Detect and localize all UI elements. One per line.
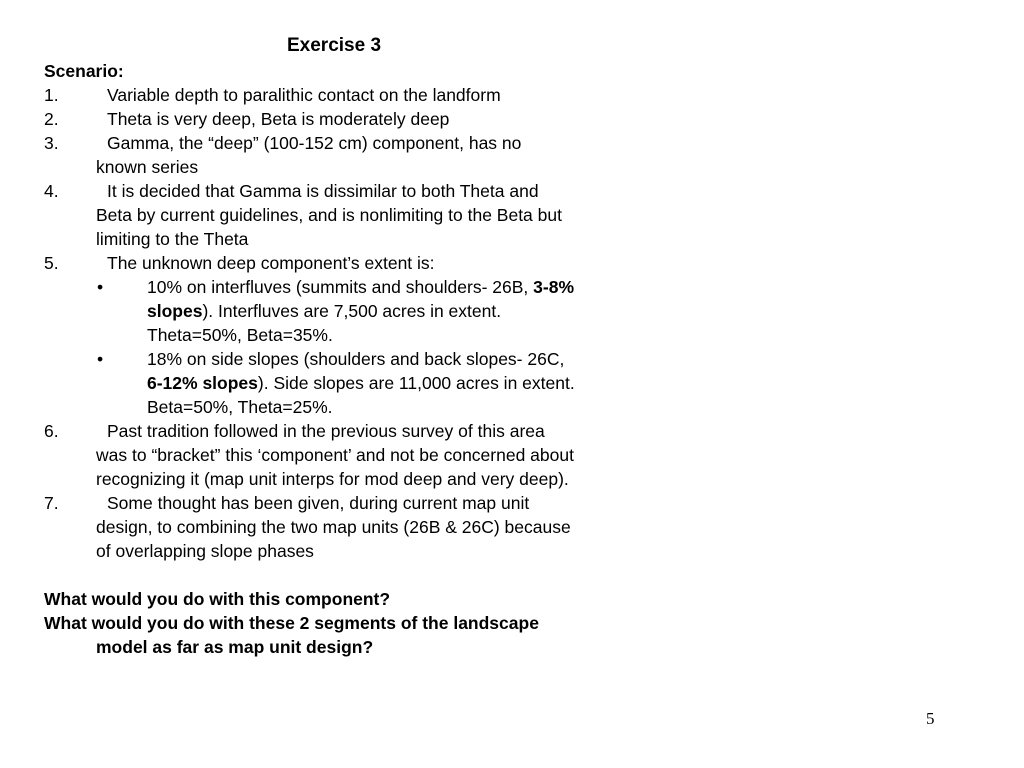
- item-text: limiting to the Theta: [96, 229, 249, 249]
- bullet-text: Beta=50%, Theta=25%.: [147, 397, 333, 417]
- item-text: known series: [96, 157, 199, 177]
- item-text: Gamma, the “deep” (100-152 cm) component, has no: [107, 133, 522, 153]
- item-text: It is decided that Gamma is dissimilar to both Theta and: [107, 181, 539, 201]
- bullet-symbol: •: [97, 277, 104, 297]
- item-text: Some thought has been given, during current map unit: [107, 493, 530, 513]
- item-number: 5.: [44, 253, 59, 273]
- bullet-symbol: •: [97, 349, 104, 369]
- item-text: was to “bracket” this ‘component’ and not be concerned about: [96, 445, 574, 465]
- item-text: Theta is very deep, Beta is moderately deep: [107, 109, 450, 129]
- bullet-text: 18% on side slopes (shoulders and back slopes- 26C,: [147, 349, 565, 369]
- bullet-text-part: 10% on interfluves (summits and shoulders- 26B,: [147, 277, 534, 297]
- bullet-text-part: ). Side slopes are 11,000 acres in extent.: [257, 373, 575, 393]
- item-number: 3.: [44, 133, 59, 153]
- item-number: 1.: [44, 85, 59, 105]
- item-text: The unknown deep component’s extent is:: [107, 253, 435, 273]
- bullet-text: [147, 371, 575, 395]
- item-number: 4.: [44, 181, 59, 201]
- item-text: Variable depth to paralithic contact on the landform: [107, 85, 501, 105]
- scenario-label: Scenario:: [44, 61, 124, 81]
- question-2: What would you do with these 2 segments of the landscape: [44, 613, 539, 633]
- page-number: 5: [926, 709, 935, 728]
- item-number: 6.: [44, 421, 59, 441]
- bullet-text: [147, 275, 574, 299]
- item-number: 2.: [44, 109, 59, 129]
- bullet-bold-part: 3-8%: [533, 277, 575, 297]
- item-text: Past tradition followed in the previous survey of this area: [107, 421, 545, 441]
- bullet-text: [147, 299, 501, 323]
- bullet-bold-part: slopes: [147, 301, 203, 321]
- item-text: recognizing it (map unit interps for mod deep and very deep).: [96, 469, 569, 489]
- question-text: model as far as map unit design?: [96, 637, 374, 657]
- item-text: Beta by current guidelines, and is nonlimiting to the Beta but: [96, 205, 562, 225]
- question-1: What would you do with this component?: [44, 589, 391, 609]
- slide-title: Exercise 3: [287, 35, 382, 56]
- item-text: of overlapping slope phases: [96, 541, 314, 561]
- item-number: 7.: [44, 493, 59, 513]
- item-text: design, to combining the two map units (26B & 26C) because: [96, 517, 571, 537]
- bullet-text: Theta=50%, Beta=35%.: [147, 325, 333, 345]
- bullet-bold-part: 6-12% slopes: [147, 373, 258, 393]
- bullet-text-part: ). Interfluves are 7,500 acres in extent.: [202, 301, 502, 321]
